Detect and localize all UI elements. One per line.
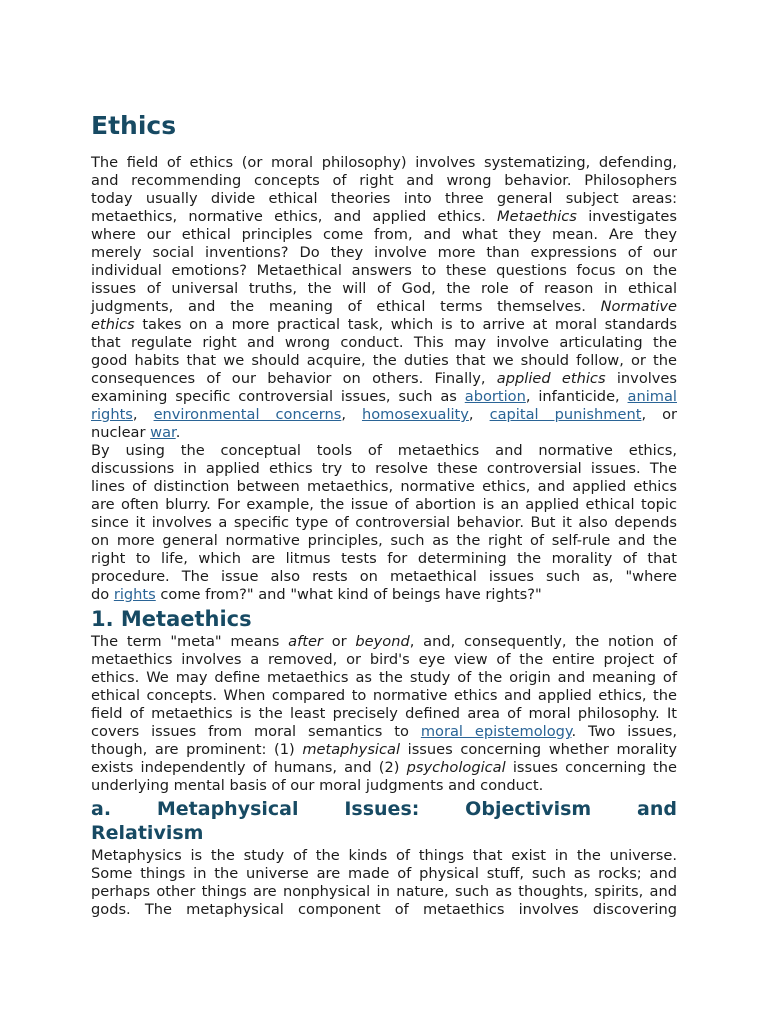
subsection-heading-metaphysical-issues xyxy=(91,797,677,845)
text-line: By using the conceptual tools of metaethics and normative ethics, xyxy=(91,442,677,459)
text-run: though, are prominent: (1) xyxy=(91,741,295,758)
text-line: lines of distinction between metaethics, normative ethics, and applied ethics xyxy=(91,478,677,495)
text-line: that regulate right and wrong conduct. This may involve articulating the xyxy=(91,334,677,351)
text-line: gods. The metaphysical component of metaethics involves discovering xyxy=(91,901,677,918)
page-title: Ethics xyxy=(91,111,177,140)
text-line: today usually divide ethical theories into three general subject areas: xyxy=(91,190,677,207)
text-run: The term "meta" means xyxy=(91,633,280,650)
link-capital-punishment[interactable]: capital punishment xyxy=(489,406,642,423)
text-line xyxy=(91,759,677,777)
text-line: ethics. We may define metaethics as the study of the origin and meaning of xyxy=(91,669,677,686)
text-run: . Two issues, xyxy=(571,723,677,740)
text-run: metaethics, normative ethics, and applied ethics. xyxy=(91,208,486,225)
text-run: exists independently of humans, and (2) xyxy=(91,759,400,776)
link-moral-epistemology[interactable]: moral epistemology xyxy=(420,723,572,740)
paragraph-metaphysics xyxy=(91,847,677,919)
term-normative: Normative xyxy=(600,298,677,315)
link-environmental-concerns[interactable]: environmental concerns xyxy=(153,406,342,423)
text-line: individual emotions? Metaethical answers to these questions focus on the xyxy=(91,262,677,279)
text-run: investigates xyxy=(588,208,678,225)
text-run: , infanticide, xyxy=(525,388,620,405)
text-line: underlying mental basis of our moral judgments and conduct. xyxy=(91,777,544,794)
text-line: The field of ethics (or moral philosophy) involves systematizing, defending, xyxy=(91,154,677,171)
heading-line: Relativism xyxy=(91,822,204,844)
text-run: or xyxy=(331,633,347,650)
text-line xyxy=(91,298,677,316)
text-run: issues concerning whether morality xyxy=(407,741,678,758)
link-rights-2[interactable]: rights xyxy=(113,586,156,603)
text-line xyxy=(91,586,677,604)
term-psychological: psychological xyxy=(406,759,506,776)
text-line xyxy=(91,424,677,442)
link-abortion[interactable]: abortion xyxy=(464,388,526,405)
text-line: good habits that we should acquire, the duties that we should follow, or the xyxy=(91,352,677,369)
text-run: takes on a more practical task, which is to arrive at moral standards xyxy=(142,316,678,333)
link-animal[interactable]: animal xyxy=(627,388,677,405)
text-run: . xyxy=(175,424,181,441)
paragraph-metaethics xyxy=(91,633,677,795)
text-line xyxy=(91,741,677,759)
heading-line: a. Metaphysical Issues: Objectivism and xyxy=(91,798,677,820)
text-line xyxy=(91,723,677,741)
term-beyond: beyond xyxy=(355,633,410,650)
text-line: perhaps other things are nonphysical in nature, such as thoughts, spirits, and xyxy=(91,883,677,900)
paragraph-applied-ethics xyxy=(91,442,677,604)
text-run: or xyxy=(662,406,678,423)
text-line: discussions in applied ethics try to resolve these controversial issues. The xyxy=(91,460,677,477)
text-line: merely social inventions? Do they involve more than expressions of our xyxy=(91,244,677,261)
text-line: and recommending concepts of right and wrong behavior. Philosophers xyxy=(91,172,677,189)
text-run: come from?" and "what kind of beings have rights?" xyxy=(160,586,542,603)
link-war[interactable]: war xyxy=(150,424,176,441)
text-line: where our ethical principles come from, and what they mean. Are they xyxy=(91,226,677,243)
text-line xyxy=(91,370,677,388)
text-line xyxy=(91,316,677,334)
text-run: examining specific controversial issues, such as xyxy=(91,388,457,405)
text-line: Some things in the universe are made of physical stuff, such as rocks; and xyxy=(91,865,677,882)
link-homosexuality[interactable]: homosexuality xyxy=(361,406,469,423)
term-ethics: ethics xyxy=(91,316,135,333)
text-line: procedure. The issue also rests on metaethical issues such as, "where xyxy=(91,568,677,585)
text-run: issues concerning the xyxy=(512,759,678,776)
section-heading-metaethics: 1. Metaethics xyxy=(91,607,252,631)
text-line: rights, environmental concerns, homosexuality, capital punishment, or xyxy=(91,406,678,423)
text-run: do xyxy=(91,586,110,603)
text-run: , and, consequently, the notion of xyxy=(409,633,678,650)
text-line: are often blurry. For example, the issue of abortion is an applied ethical topic xyxy=(91,496,677,513)
text-run: involves xyxy=(616,370,678,387)
text-line: field of metaethics is the least precisely defined area of moral philosophy. It xyxy=(91,705,677,722)
term-metaethics: Metaethics xyxy=(497,208,577,225)
term-metaphysical: metaphysical xyxy=(302,741,401,758)
text-line: metaethics involves a removed, or bird's eye view of the entire project of xyxy=(91,651,677,668)
link-rights[interactable]: rights xyxy=(91,406,133,423)
text-line: on more general normative principles, such as the right of self-rule and the xyxy=(91,532,677,549)
text-line: issues of universal truths, the will of God, the role of reason in ethical xyxy=(91,280,677,297)
text-run: covers issues from moral semantics to xyxy=(91,723,409,740)
text-line: right to life, which are litmus tests for determining the morality of that xyxy=(91,550,677,567)
intro-paragraph xyxy=(91,154,677,442)
term-after: after xyxy=(288,633,323,650)
text-line xyxy=(91,388,677,406)
text-line xyxy=(91,208,677,226)
text-run: nuclear xyxy=(91,424,146,441)
text-line: since it involves a specific type of controversial behavior. But it also depends xyxy=(91,514,677,531)
text-line: Metaphysics is the study of the kinds of things that exist in the universe. xyxy=(91,847,677,864)
text-run: judgments, and the meaning of ethical terms themselves. xyxy=(91,298,586,315)
text-run: consequences of our behavior on others. Finally, xyxy=(91,370,486,387)
text-line: ethical concepts. When compared to normative ethics and applied ethics, the xyxy=(91,687,677,704)
text-line xyxy=(91,633,677,651)
term-applied-ethics: applied ethics xyxy=(496,370,606,387)
